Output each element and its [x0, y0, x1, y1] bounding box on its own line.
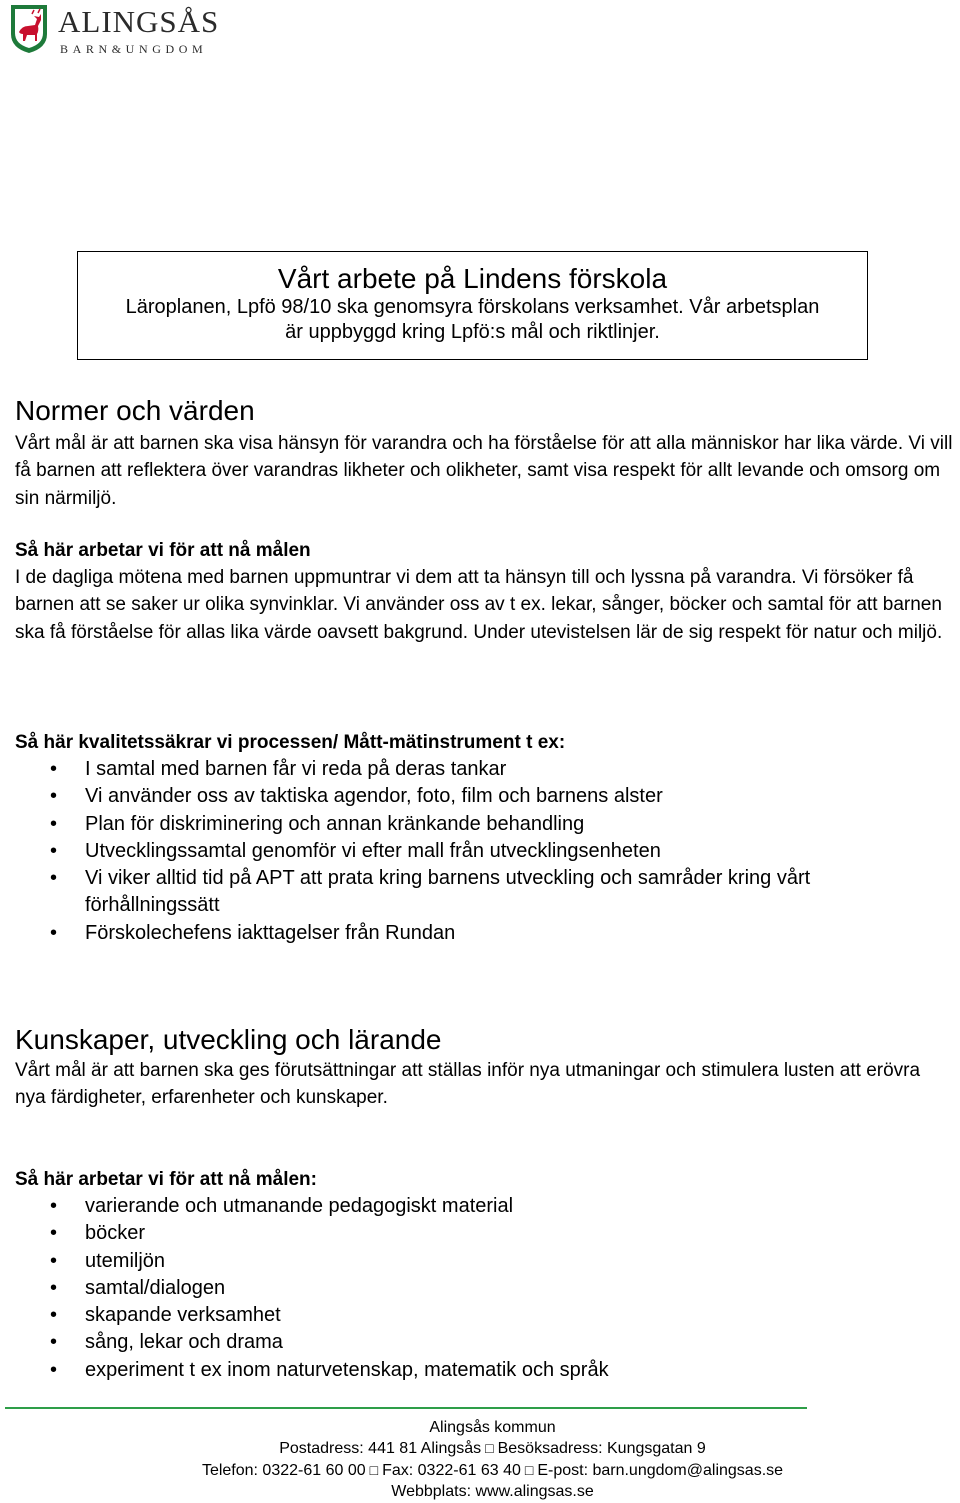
quality-list: [0, 756, 950, 947]
separator-icon: □: [485, 1440, 494, 1456]
footer-address-line: [0, 1438, 960, 1460]
list-item: • Vi använder oss av taktiska agendor, foto, film och barnens alster: [0, 783, 950, 810]
list-item: • I samtal med barnen får vi reda på deras tankar: [0, 756, 950, 783]
sub-heading-methods: Så här arbetar vi för att nå målen: [15, 540, 311, 561]
list-item: • skapande verksamhet: [0, 1302, 950, 1329]
list-item: • utemiljön: [0, 1248, 950, 1275]
footer-org-text: Alingsås kommun: [429, 1419, 556, 1436]
section-heading-normer: Normer och värden: [15, 395, 255, 426]
coat-of-arms-icon: [10, 4, 48, 54]
footer-fax: Fax: 0322-61 63 40: [382, 1462, 521, 1479]
list-item: • Förskolechefens iakttagelser från Rundan: [0, 920, 950, 947]
quality-heading: Så här kvalitetssäkrar vi processen/ Mått-mätinstrument t ex:: [15, 732, 566, 753]
footer-web: Webbplats: www.alingsas.se: [391, 1483, 594, 1500]
list-item: • sång, lekar och drama: [0, 1329, 950, 1356]
methods-list: [0, 1193, 950, 1384]
footer-email: E-post: barn.ungdom@alingsas.se: [537, 1462, 784, 1479]
intro-box: [77, 251, 868, 360]
sub-heading-methods-2: Så här arbetar vi för att nå målen:: [15, 1169, 317, 1190]
list-item: • experiment t ex inom naturvetenskap, matematik och språk: [0, 1357, 950, 1384]
list-item: • varierande och utmanande pedagogiskt material: [0, 1193, 950, 1220]
footer-postal: Postadress: 441 81 Alingsås: [279, 1440, 482, 1457]
logo: [10, 4, 250, 56]
separator-icon: □: [369, 1462, 379, 1478]
footer-contact-line: [0, 1460, 960, 1482]
intro-line-1: Läroplanen, Lpfö 98/10 ska genomsyra förskolans verksamhet. Vår arbetsplan: [125, 296, 820, 318]
footer-phone: Telefon: 0322-61 60 00: [201, 1462, 366, 1479]
intro-line-2: är uppbyggd kring Lpfö:s mål och riktlinjer.: [285, 321, 660, 343]
document-title: Vårt arbete på Lindens förskola: [277, 263, 668, 294]
sub-text-methods: I de dagliga mötena med barnen uppmuntrar vi dem att ta hänsyn till och lyssna på varandra. Vi försöker få barnen att se saker ur olika synvinklar. Vi använder oss av t ex. lekar, sånger, böcker och samtal för att barnen ska få förståelse för allas lika värde oavsett bakgrund. Under utevistelsen lär de sig respekt för natur och miljö.: [15, 567, 943, 643]
list-item: • Vi viker alltid tid på APT att prata kring barnens utveckling och samråder kring vårt förhållningssätt: [0, 865, 950, 920]
list-item: • Utvecklingssamtal genomför vi efter mall från utvecklingsenheten: [0, 838, 950, 865]
section-text-normer: Vårt mål är att barnen ska visa hänsyn för varandra och ha förståelse för att alla människor har lika värde. Vi vill få barnen att reflektera över varandras likheter och olikheter, samt visa respekt för allt levande och omsorg om sin närmiljö.: [15, 433, 953, 509]
list-item: • Plan för diskriminering och annan kränkande behandling: [0, 811, 950, 838]
section-text-kunskaper: Vårt mål är att barnen ska ges förutsättningar att ställas inför nya utmaningar och stimulera lusten att erövra nya färdigheter, erfarenheter och kunskaper.: [15, 1060, 921, 1109]
list-item: • böcker: [0, 1220, 950, 1247]
separator-icon: □: [524, 1462, 534, 1478]
logo-name: ALINGSÅS: [58, 4, 220, 39]
list-item: • samtal/dialogen: [0, 1275, 950, 1302]
footer-org: [0, 1417, 960, 1439]
footer-web-line: [0, 1481, 960, 1503]
footer-visit: Besöksadress: Kungsgatan 9: [497, 1440, 706, 1457]
logo-subtitle: BARN&UNGDOM: [60, 42, 208, 56]
section-heading-kunskaper: Kunskaper, utveckling och lärande: [15, 1024, 442, 1055]
footer-divider: [5, 1407, 807, 1409]
